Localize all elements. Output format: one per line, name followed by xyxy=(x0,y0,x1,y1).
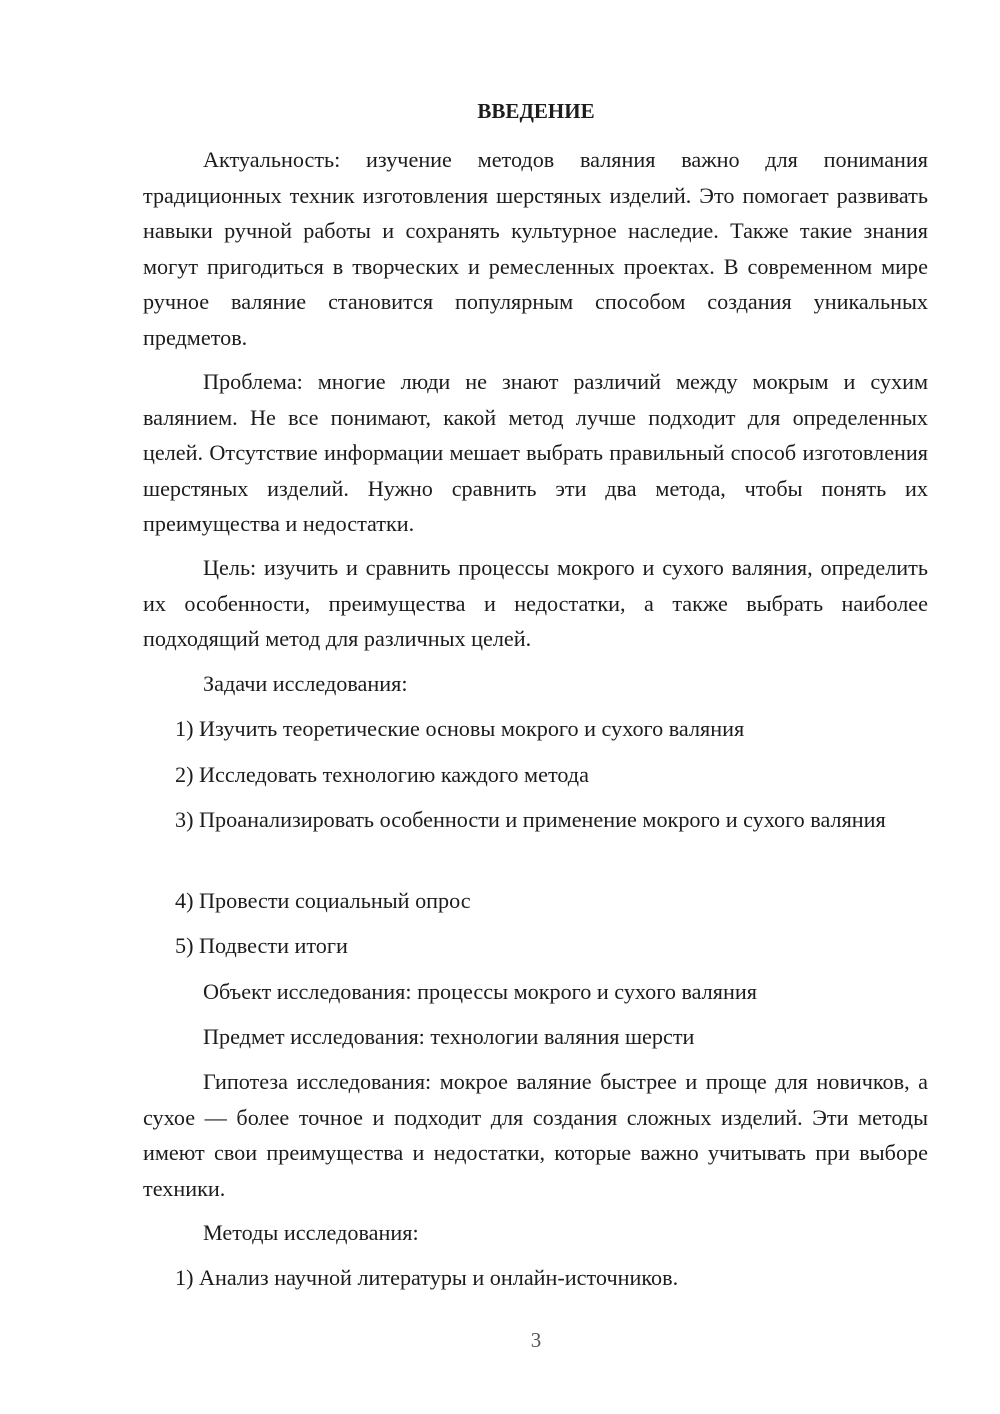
page-number: 3 xyxy=(530,1328,542,1352)
hypothesis-paragraph: Гипотеза исследования: мокрое валяние быстрее и проще для новичков, а сухое — более точное и подходит для создания сложных изделий. Эти методы имеют свои преимущества и недостатки, которые важно учитывать при выборе техники. xyxy=(143,1069,928,1201)
task-item: 1) Изучить теоретические основы мокрого и сухого валяния xyxy=(175,716,745,741)
task-item: 5) Подвести итоги xyxy=(175,933,348,958)
problem-paragraph: Проблема: многие люди не знают различий между мокрым и сухим валянием. Не все понимают, какой метод лучше подходит для определенных целей. Отсутствие информации мешает выбрать правильный способ изготовления шерстяных изделий. Нужно сравнить эти два метода, чтобы понять их преимущества и недостатки. xyxy=(143,369,928,536)
method-item: 1) Анализ научной литературы и онлайн-источников. xyxy=(175,1265,679,1290)
task-item: 3) Проанализировать особенности и применение мокрого и сухого валяния xyxy=(175,807,886,832)
methods-heading: Методы исследования: xyxy=(203,1220,419,1245)
goal-paragraph: Цель: изучить и сравнить процессы мокрого и сухого валяния, определить их особенности, преимущества и недостатки, а также выбрать наиболее подходящий метод для различных целей. xyxy=(143,555,928,651)
task-item: 4) Провести социальный опрос xyxy=(175,888,471,913)
task-item: 2) Исследовать технологию каждого метода xyxy=(175,762,589,787)
tasks-heading: Задачи исследования: xyxy=(203,671,408,696)
research-subject: Предмет исследования: технологии валяния шерсти xyxy=(203,1024,695,1049)
relevance-paragraph: Актуальность: изучение методов валяния важно для понимания традиционных техник изготовления шерстяных изделий. Это помогает развивать навыки ручной работы и сохранять культурное наследие. Также такие знания могут пригодиться в творческих и ремесленных проектах. В современном мире ручное валяние становится популярным способом создания уникальных предметов. xyxy=(143,147,928,350)
research-object: Объект исследования: процессы мокрого и сухого валяния xyxy=(203,979,757,1004)
section-heading: ВВЕДЕНИЕ xyxy=(477,99,595,123)
